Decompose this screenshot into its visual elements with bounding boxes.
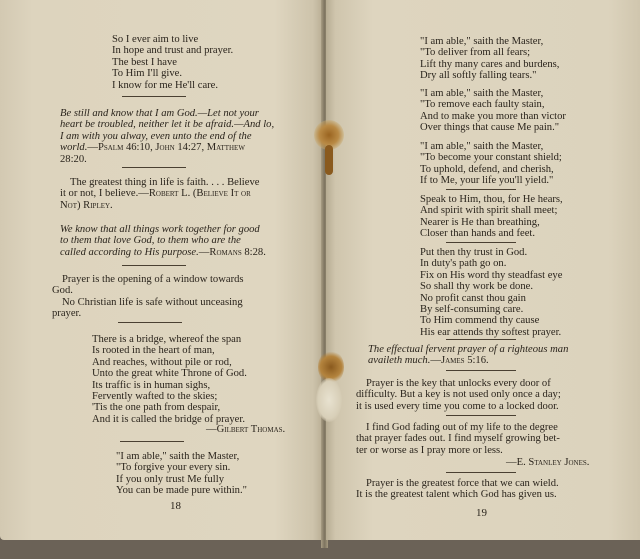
trust-poem [420, 247, 562, 338]
page-number: 19 [476, 507, 487, 519]
divider [446, 370, 516, 371]
quote-line: Prayer is the key that unlocks every door of [366, 378, 551, 389]
faith-quote [60, 177, 259, 211]
bridge-attribution: —Gilbert Thomas. [206, 424, 286, 435]
scripture-reference: —James 5:16. [430, 355, 489, 367]
verse-line: The best I have [112, 56, 178, 68]
jones-quote [356, 422, 560, 456]
verse-line: Put then thy trust in God. [420, 247, 528, 258]
quote-line: It is the greatest talent which God has given us. [356, 489, 557, 501]
prayer-window [52, 274, 244, 320]
quote-line: world. [60, 142, 88, 154]
verse-line: Lift thy many cares and burdens, [420, 58, 560, 70]
paper-stain [325, 145, 333, 175]
quote-line: I am with you alway, even unto the end of the [60, 130, 252, 142]
verse-line: If to Me, your life you'll yield." [420, 175, 554, 187]
verse-line: "To deliver from all fears; [420, 47, 531, 59]
quote-line: We know that all things work together for good [60, 224, 260, 235]
quote-line: The effectual fervent prayer of a righteous man [368, 344, 569, 355]
prayer-key-quote [356, 378, 561, 412]
divider [446, 415, 516, 416]
quote-line: to them that love God, to them who are the [60, 235, 241, 247]
verse-line: So shall thy work be done. [420, 281, 533, 293]
quote-be-still [60, 108, 274, 165]
divider [446, 339, 516, 340]
verse-line: "To become your constant shield; [420, 152, 562, 164]
right-page [326, 0, 640, 540]
divider [122, 265, 186, 266]
divider [122, 96, 186, 97]
verse-line: Closer than hands and feet. [420, 228, 536, 240]
quote-line: Prayer is the greatest force that we can wield. [366, 478, 559, 489]
verse-line: Fix on His word thy steadfast eye [420, 269, 563, 281]
verse-line: So I ever aim to live [112, 34, 199, 45]
divider [446, 242, 516, 243]
verse-line: "I am able," saith the Master, [420, 88, 544, 99]
verse-line: "I am able," saith the Master, [420, 36, 544, 47]
jones-attribution: —E. Stanley Jones. [506, 457, 590, 468]
able-stanza-3 [420, 88, 566, 134]
quote-line: it is used every time you come to a locked door. [356, 400, 559, 412]
verse-line: And it is called the bridge of prayer. [92, 413, 245, 425]
verse-line: To uphold, defend, and cherish, [420, 163, 554, 175]
divider [122, 167, 186, 168]
divider [446, 189, 516, 190]
bridge-poem [92, 334, 247, 425]
quote-line: Prayer is the opening of a window towards [62, 274, 244, 285]
fervent-prayer-quote [368, 344, 568, 367]
quote-line: called according to His purpose. [60, 246, 199, 258]
verse-line: "To remove each faulty stain, [420, 99, 545, 111]
left-page [0, 0, 323, 540]
quote-line: heart be troubled, neither let it be afraid.—And lo, [60, 119, 275, 131]
verse-line: And reaches, without pile or rod, [92, 356, 232, 368]
paper-stain [316, 378, 342, 422]
verse-line: If you only trust Me fully [116, 473, 224, 485]
scripture-reference: —Romans 8:28. [198, 246, 266, 258]
able-stanza-4 [420, 141, 562, 187]
verse-line: Its traffic is in human sighs, [92, 379, 211, 391]
quote-line: I find God fading out of my life to the degree [366, 422, 558, 433]
verse-line: To Him commend thy cause [420, 315, 540, 327]
verse-line: Fervently wafted to the skies; [92, 391, 218, 403]
divider [120, 441, 184, 442]
quote-line: availeth much. [368, 355, 431, 367]
quote-line: Be still and know that I am God.—Let not your [60, 108, 259, 119]
divider [118, 322, 182, 323]
verse-line: And to make you more than victor [420, 110, 566, 122]
scripture-reference: —Psalm 46:10, John 14:27, Matthew [87, 142, 245, 154]
quote-line: difficulty. But a key is not used only once a day; [356, 389, 561, 401]
scripture-reference: 28:20. [60, 153, 87, 165]
verse-line: Is rooted in the heart of man, [92, 345, 215, 357]
verse-line: There is a bridge, whereof the span [92, 334, 242, 345]
quote-all-things [60, 224, 266, 258]
verse-line: You can be made pure within." [116, 485, 247, 497]
verse-line: And spirit with spirit shall meet; [420, 205, 558, 217]
verse-line: His ear attends thy softest prayer. [420, 326, 562, 338]
greatest-force-quote [356, 478, 559, 501]
quote-line: that prayer fades out. I find myself growing bet- [356, 433, 560, 445]
quote-line: it or not, I believe. [60, 188, 139, 200]
verse-line: "I am able," saith the Master, [116, 451, 240, 462]
verse-line: Over things that cause Me pain." [420, 122, 560, 134]
verse-line: In duty's path go on. [420, 258, 507, 270]
verse-line: Nearer is He than breathing, [420, 216, 540, 228]
able-stanza-1 [116, 451, 247, 497]
page-number: 18 [170, 500, 181, 512]
poem-ever-aim [112, 34, 233, 91]
quote-line: God. [52, 285, 73, 297]
verse-line: "To forgive your every sin. [116, 462, 231, 474]
verse-line: Unto the great white Throne of God. [92, 368, 247, 380]
verse-line: By self-consuming care. [420, 304, 524, 316]
quote-line: The greatest thing in life is faith. . . . Believe [70, 177, 260, 188]
verse-line: To Him I'll give. [112, 68, 183, 80]
verse-line: 'Tis the one path from despair, [92, 402, 221, 414]
verse-line: No profit canst thou gain [420, 292, 526, 304]
quote-line: ter or worse as I pray more or less. [356, 444, 503, 456]
quote-line: No Christian life is safe without unceasing [62, 296, 243, 308]
attribution: Not) Ripley. [60, 199, 113, 211]
able-stanza-2 [420, 36, 559, 82]
speak-to-him [420, 194, 563, 240]
divider [446, 472, 516, 473]
verse-line: Dry all softly falling tears." [420, 70, 537, 82]
attribution: —Robert L. (Believe It or [138, 188, 251, 200]
verse-line: "I am able," saith the Master, [420, 141, 544, 152]
verse-line: I know for me He'll care. [112, 79, 219, 91]
verse-line: In hope and trust and prayer. [112, 45, 234, 57]
verse-line: Speak to Him, thou, for He hears, [420, 194, 563, 205]
quote-line: prayer. [52, 308, 82, 320]
